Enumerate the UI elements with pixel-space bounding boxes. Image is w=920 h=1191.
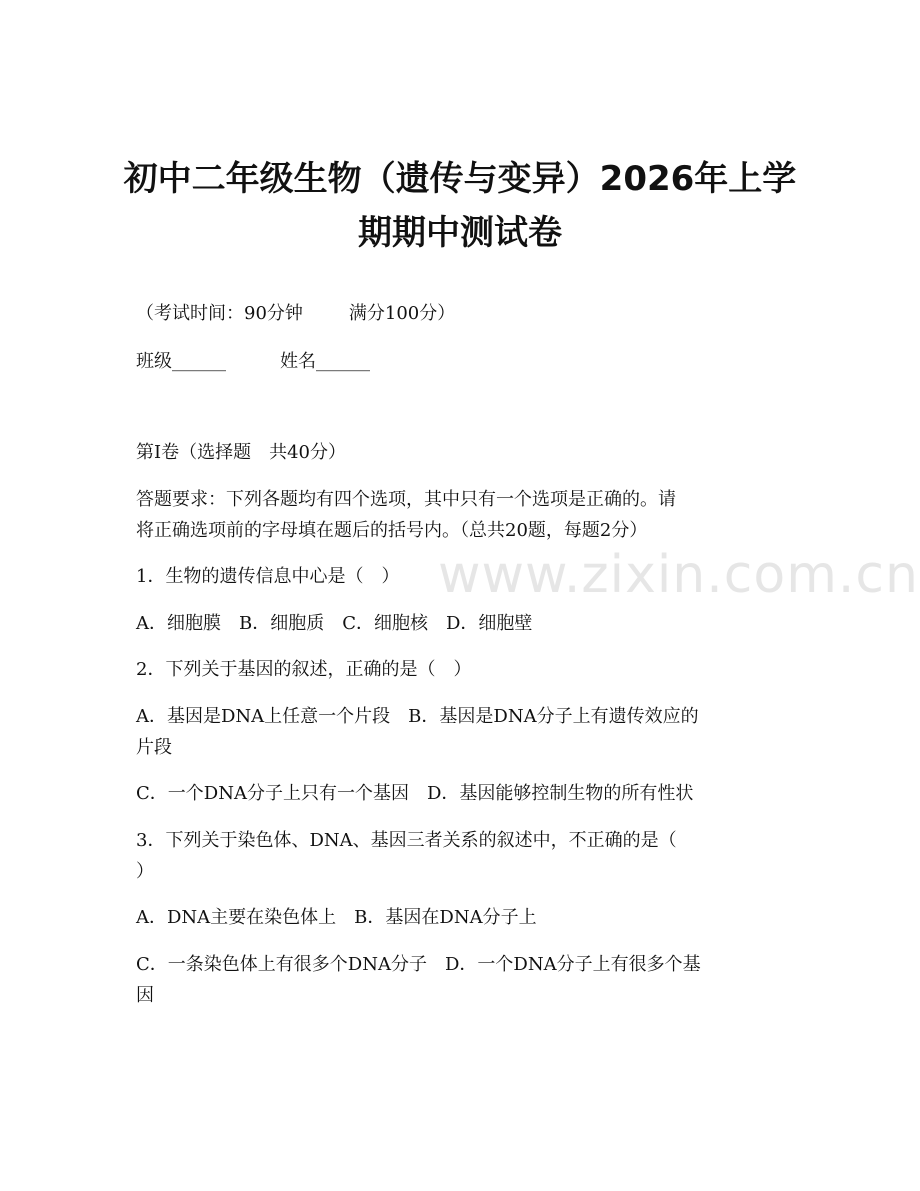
question-2-options-line-3: C．一个DNA分子上只有一个基因 D．基因能够控制生物的所有性状 <box>136 783 694 804</box>
exam-info <box>136 299 455 329</box>
question-3-stem-line-2: ） <box>136 861 154 882</box>
title-line-2: 期期中测试卷 <box>358 213 562 253</box>
question-1-stem: 1．生物的遗传信息中心是（ ） <box>136 566 400 587</box>
instruction-line-2: 将正确选项前的字母填在题后的括号内。（总共20题，每题2分） <box>136 520 648 541</box>
exam-score: 满分100分） <box>348 303 456 324</box>
question-1-options: A．细胞膜 B．细胞质 C．细胞核 D．细胞壁 <box>136 613 533 634</box>
question-3-options-line-3: 因 <box>136 985 154 1006</box>
question-2-options-line-2: 片段 <box>136 737 172 758</box>
question-2-stem: 2．下列关于基因的叙述，正确的是（ ） <box>136 659 472 680</box>
title-line-1: 初中二年级生物（遗传与变异）2026年上学 <box>123 159 797 199</box>
question-2-options-line-1: A．基因是DNA上任意一个片段 B．基因是DNA分子上有遗传效应的 <box>136 706 699 727</box>
question-3-options-line-2: C．一条染色体上有很多个DNA分子 D．一个DNA分子上有很多个基 <box>136 954 701 975</box>
class-field: 班级______ <box>136 351 226 372</box>
section-heading: 第I卷（选择题 共40分） <box>136 442 347 463</box>
student-info <box>136 347 370 377</box>
exam-time: （考试时间：90分钟 <box>136 303 303 324</box>
question-3-options-line-1: A．DNA主要在染色体上 B．基因在DNA分子上 <box>136 907 537 928</box>
page-title <box>120 152 800 260</box>
watermark: www.zixin.com.cn <box>438 545 919 605</box>
name-field: 姓名______ <box>280 351 370 372</box>
instruction-line-1: 答题要求：下列各题均有四个选项，其中只有一个选项是正确的。请 <box>136 489 676 510</box>
question-3-stem-line-1: 3．下列关于染色体、DNA、基因三者关系的叙述中，不正确的是（ <box>136 830 677 851</box>
